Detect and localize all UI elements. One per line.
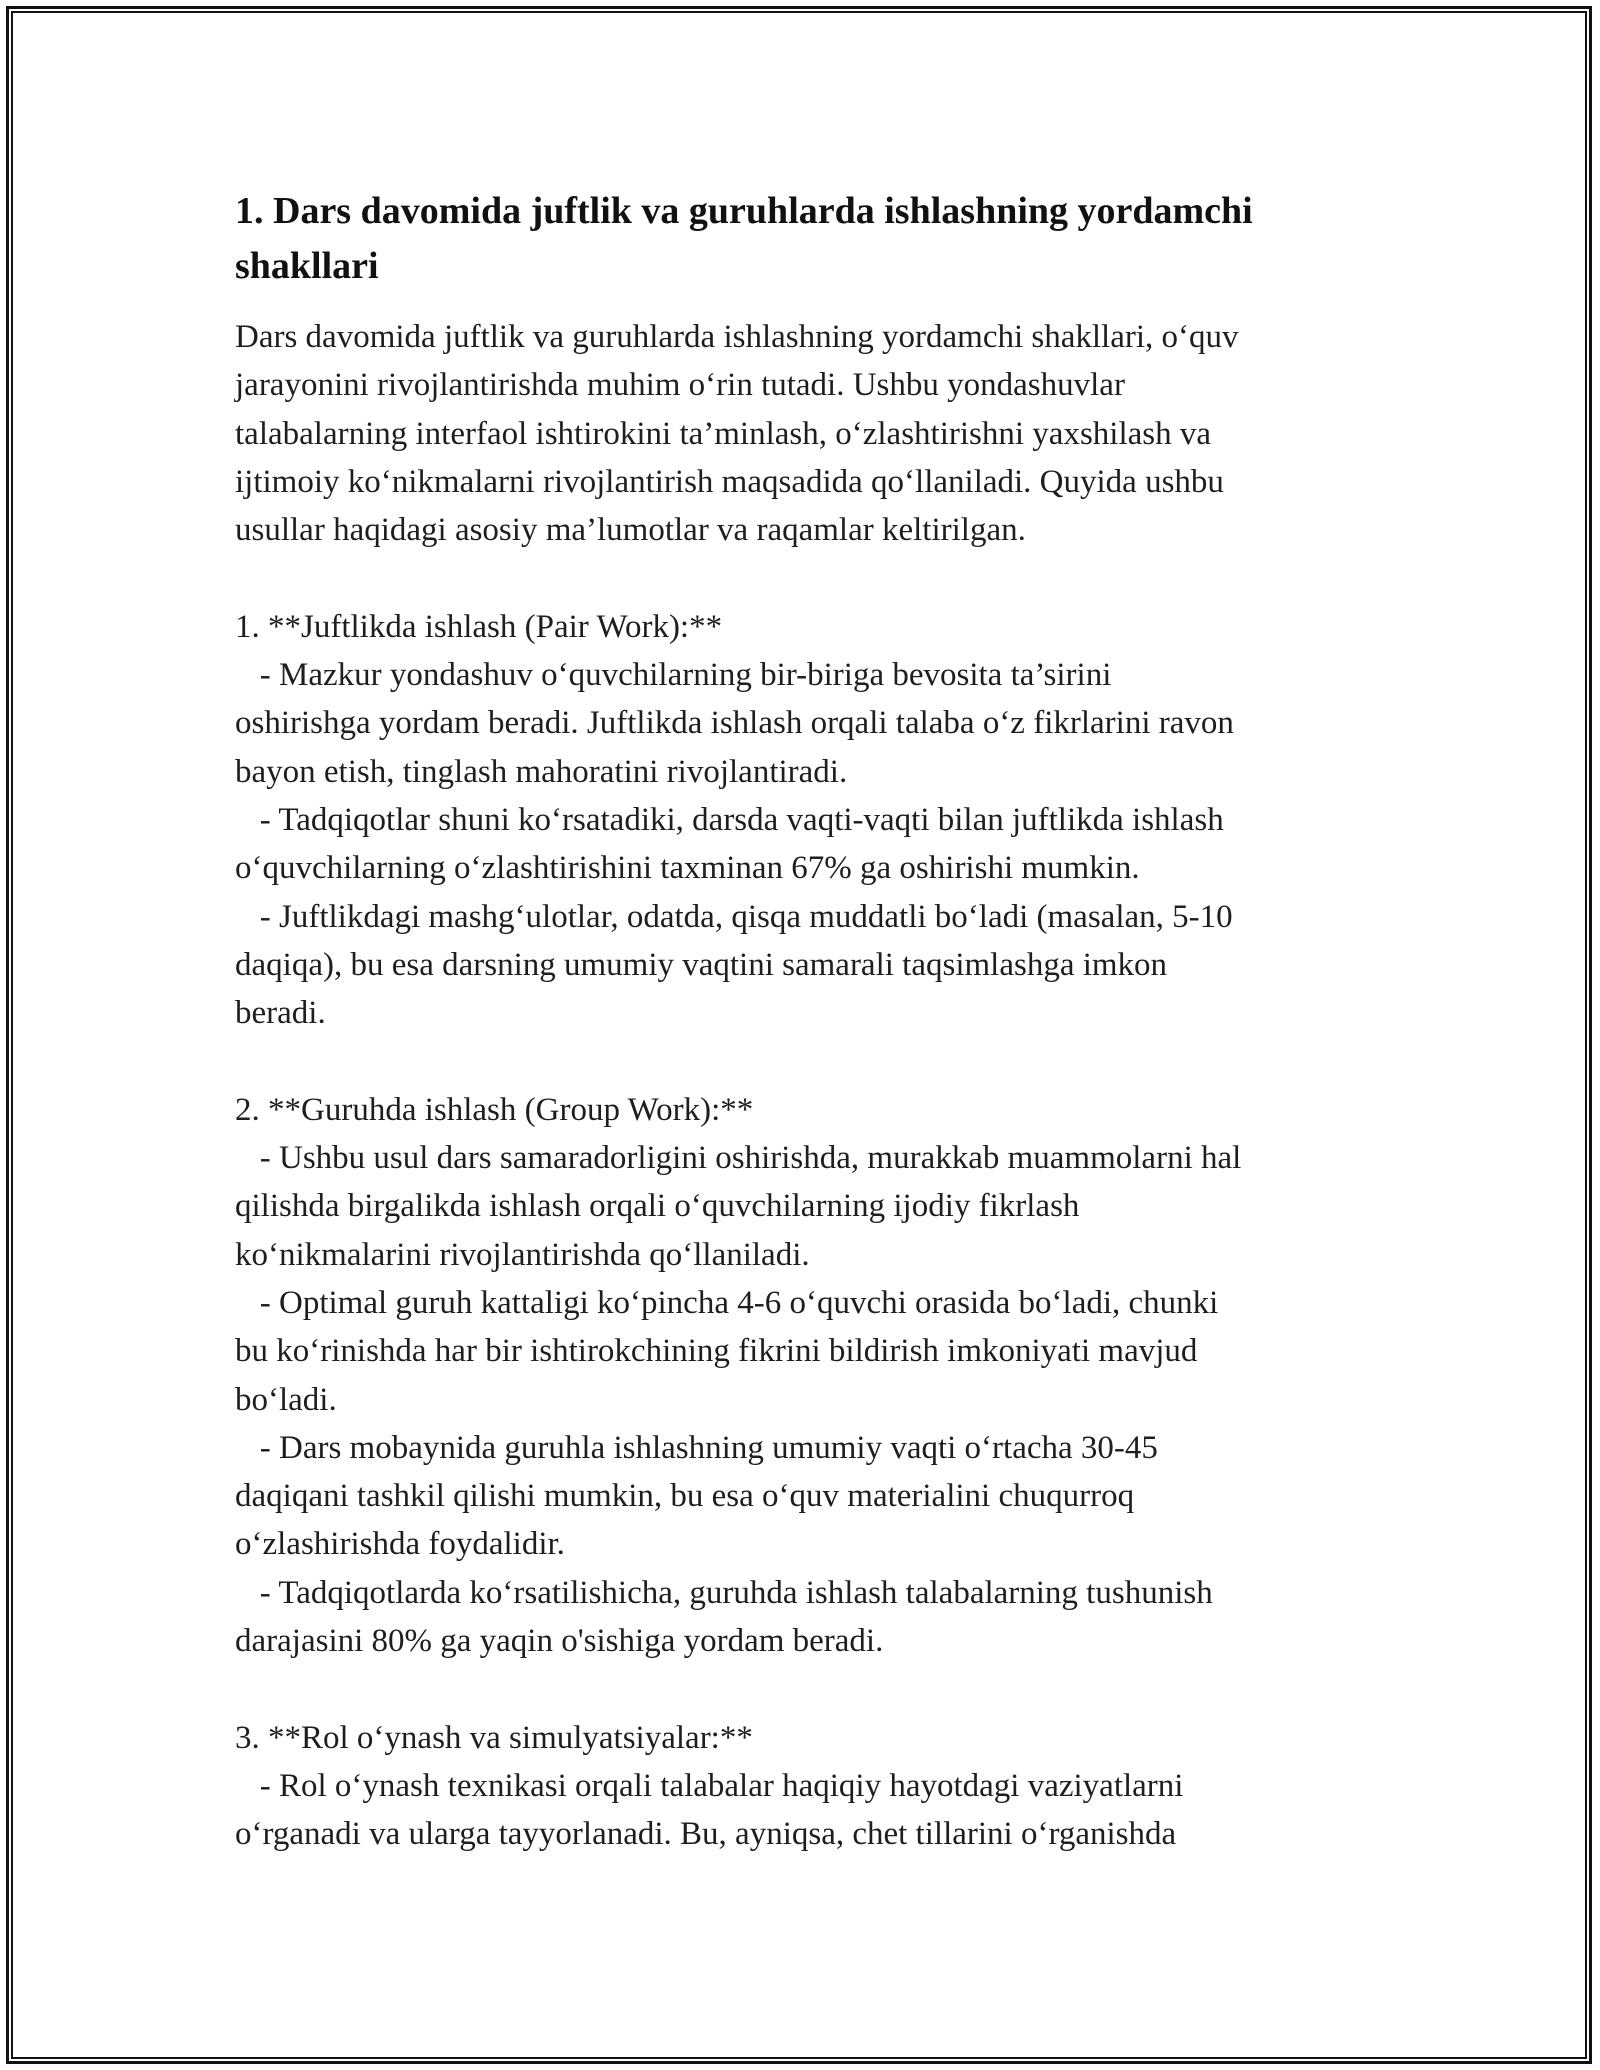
- text-line: o‘zlashirishda foydalidir.: [235, 1526, 565, 1563]
- text-line: daqiqa), bu esa darsning umumiy vaqtini samarali taqsimlashga imkon: [235, 946, 1168, 983]
- section-pair-work: [235, 603, 1370, 1038]
- text-line: ijtimoiy ko‘nikmalarni rivojlantirish maqsadida qo‘llaniladi. Quyida ushbu: [235, 463, 1224, 500]
- section-role-play: [235, 1714, 1370, 1859]
- text-line: qilishda birgalikda ishlash orqali o‘quvchilarning ijodiy fikrlash: [235, 1188, 1080, 1225]
- document-body: [235, 313, 1370, 1859]
- text-line: o‘rganadi va ularga tayyorlanadi. Bu, ayniqsa, chet tillarini o‘rganishda: [235, 1816, 1177, 1853]
- intro-paragraph: [235, 313, 1370, 554]
- text-line: ko‘nikmalarini rivojlantirishda qo‘llaniladi.: [235, 1236, 810, 1273]
- text-line: jarayonini rivojlantirishda muhim o‘rin tutadi. Ushbu yondashuvlar: [235, 367, 1125, 404]
- text-line: - Ushbu usul dars samaradorligini oshirishda, murakkab muammolarni hal: [235, 1140, 1242, 1177]
- text-line: oshirishga yordam beradi. Juftlikda ishlash orqali talaba o‘z fikrlarini ravon: [235, 705, 1234, 742]
- text-line: - Optimal guruh kattaligi ko‘pincha 4-6 o‘quvchi orasida bo‘ladi, chunki: [235, 1284, 1219, 1321]
- section-heading: 2. **Guruhda ishlash (Group Work):**: [235, 1091, 754, 1128]
- text-line: bo‘ladi.: [235, 1381, 337, 1418]
- text-line: darajasini 80% ga yaqin o'sishiga yordam beradi.: [235, 1623, 884, 1660]
- paragraph-spacer: [235, 1037, 1370, 1085]
- text-line: Dars davomida juftlik va guruhlarda ishlashning yordamchi shakllari, o‘quv: [235, 319, 1239, 355]
- text-line: bu ko‘rinishda har bir ishtirokchining fikrini bildirish imkoniyati mavjud: [235, 1333, 1198, 1370]
- document-page: [235, 184, 1370, 1859]
- section-heading: 1. **Juftlikda ishlash (Pair Work):**: [235, 608, 723, 645]
- text-line: - Tadqiqotlarda ko‘rsatilishicha, guruhda ishlash talabalarning tushunish: [235, 1574, 1213, 1611]
- text-line: beradi.: [235, 995, 326, 1032]
- text-line: - Rol o‘ynash texnikasi orqali talabalar haqiqiy hayotdagi vaziyatlarni: [235, 1767, 1184, 1804]
- text-line: - Mazkur yondashuv o‘quvchilarning bir-biriga bevosita ta’sirini: [235, 657, 1112, 694]
- text-line: usullar haqidagi asosiy ma’lumotlar va raqamlar keltirilgan.: [235, 512, 1026, 549]
- text-line: - Dars mobaynida guruhla ishlashning umumiy vaqti o‘rtacha 30-45: [235, 1429, 1158, 1466]
- section-heading: 3. **Rol o‘ynash va simulyatsiyalar:**: [235, 1719, 753, 1756]
- paragraph-spacer: [235, 554, 1370, 602]
- text-line: bayon etish, tinglash mahoratini rivojlantiradi.: [235, 753, 848, 790]
- text-line: o‘quvchilarning o‘zlashtirishini taxminan 67% ga oshirishi mumkin.: [235, 850, 1140, 887]
- paragraph-spacer: [235, 1665, 1370, 1713]
- document-title: 1. Dars davomida juftlik va guruhlarda ishlashning yordamchi shakllari: [235, 190, 1253, 287]
- section-group-work: [235, 1086, 1370, 1666]
- text-line: daqiqani tashkil qilishi mumkin, bu esa o‘quv materialini chuqurroq: [235, 1478, 1135, 1515]
- text-line: talabalarning interfaol ishtirokini ta’minlash, o‘zlashtirishni yaxshilash va: [235, 415, 1212, 452]
- text-line: - Juftlikdagi mashg‘ulotlar, odatda, qisqa muddatli bo‘ladi (masalan, 5-10: [235, 898, 1233, 935]
- text-line: - Tadqiqotlar shuni ko‘rsatadiki, darsda vaqti-vaqti bilan juftlikda ishlash: [235, 801, 1224, 838]
